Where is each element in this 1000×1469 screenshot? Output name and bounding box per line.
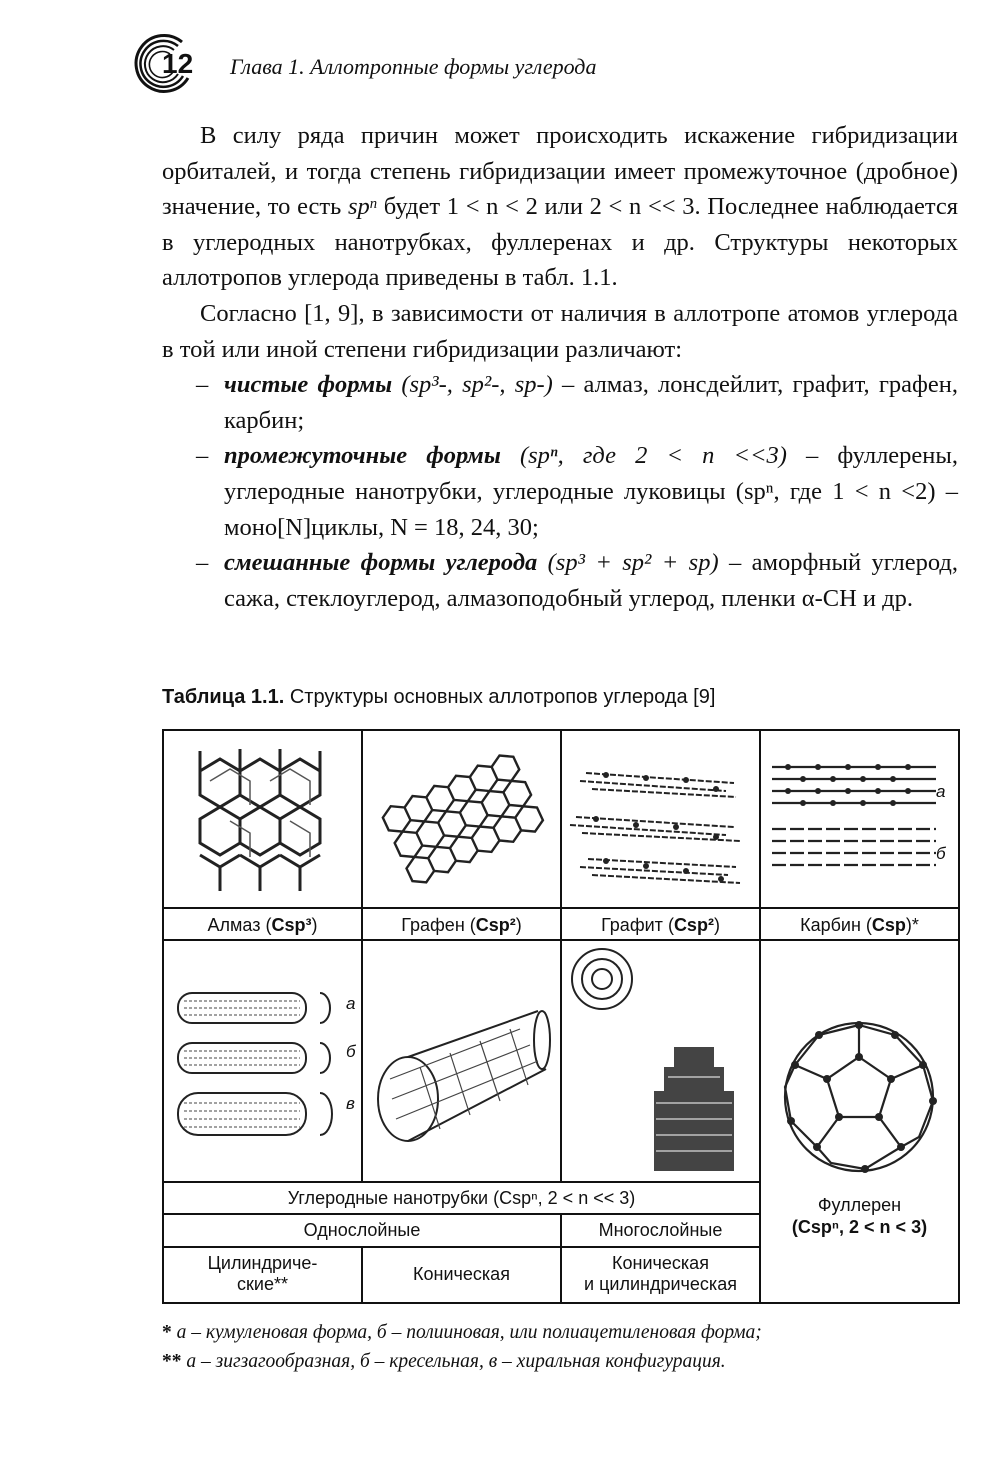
conical-label: Коническая: [413, 1264, 510, 1284]
fullerene-name: Фуллерен: [817, 1195, 902, 1215]
tube-mark-a: а: [346, 994, 356, 1013]
chapter-title: Глава 1. Аллотропные формы углерода: [230, 54, 597, 79]
table-caption-number: Таблица 1.1.: [162, 686, 285, 708]
grid-line: [164, 907, 958, 909]
body-text: [162, 118, 958, 616]
graphite-structure-image: [566, 753, 754, 893]
conical-cylindrical-label: Коническая и цилиндрическая: [584, 1253, 737, 1294]
grid-line: [164, 939, 958, 941]
paragraph-1: [162, 118, 958, 296]
list-text: – аморфный углерод, сажа, стеклоуглерод, алмазоподобный углерод, пленки α-CH и др.: [224, 549, 958, 612]
footnotes: [162, 1318, 962, 1376]
list-dash: –: [196, 442, 209, 470]
grid-line: [560, 939, 562, 1183]
conical-nanotube-image: [370, 989, 556, 1149]
list-term: чистые формы: [224, 371, 393, 399]
list-term: смешанные формы углерода: [224, 549, 538, 577]
paragraph-1-part1: В силу ряда причин может происходить искажение гибридизации орбиталей, и тогда степень гибридизации имеет промежуточное (дробное) значение, то есть: [162, 122, 958, 221]
page-header: [128, 32, 958, 102]
nanotubes-label: Углеродные нанотрубки (Cspⁿ, 2 < n << 3): [287, 1188, 636, 1208]
list-term: промежуточные формы: [224, 442, 501, 470]
carbyne-mark-a: а: [936, 782, 946, 801]
list-formula: (sp³-, sp²-, sp-): [392, 371, 563, 399]
allotropes-table: [162, 729, 960, 1304]
footnote-mark: *: [162, 1322, 172, 1343]
list-dash: –: [196, 549, 209, 577]
single-wall-label: Однослойные: [303, 1220, 421, 1240]
graphene-structure-image: [372, 745, 550, 899]
table-caption: [162, 686, 715, 709]
list-formula: (spⁿ, где 2 < n <<3): [500, 442, 807, 470]
carbyne-structure-image: [768, 757, 944, 879]
diamond-label: Алмаз (Csp³): [207, 915, 318, 935]
fullerene-formula: (Cspⁿ, 2 < n < 3): [791, 1217, 928, 1237]
multiwall-nanotube-image: [568, 943, 754, 1177]
list-text: – фуллерены, углеродные нанотрубки, углеродные луковицы (spⁿ, где 1 < n <2) – моно[N]циклы, N = 18, 24, 30;: [224, 442, 958, 541]
carbyne-mark-b: б: [936, 844, 946, 863]
grid-line: [164, 1213, 759, 1215]
tube-mark-b: б: [346, 1042, 356, 1061]
cylindrical-label: Цилиндриче- ские**: [207, 1253, 318, 1294]
paragraph-1-part2: будет 1 < n < 2 или 2 < n << 3. Последнее наблюдается в углеродных нанотрубках, фуллеренах и др. Структуры некоторых аллотропов углерода приведены в табл. 1.1.: [162, 193, 958, 292]
sp-term: sp: [348, 193, 370, 221]
list-formula: (sp³ + sp² + sp): [537, 549, 729, 577]
footnote-text: а – кумуленовая форма, б – полииновая, или полиацетиленовая форма;: [171, 1322, 762, 1343]
grid-line: [164, 1246, 759, 1248]
multi-wall-label: Многослойные: [598, 1220, 723, 1240]
graphene-label: Графен (Csp²): [401, 915, 522, 935]
fullerene-structure-image: [779, 1017, 939, 1177]
graphite-label: Графит (Csp²): [601, 915, 720, 935]
footnote-text: а – зигзагообразная, б – кресельная, в – хиральная конфигурация.: [181, 1351, 726, 1372]
grid-line: [164, 1181, 759, 1183]
list-item: [162, 367, 958, 438]
page-number: 12: [162, 48, 194, 79]
list-item: [162, 438, 958, 545]
diamond-structure-image: [180, 741, 345, 899]
table-caption-text: Структуры основных аллотропов углерода [9]: [284, 686, 716, 708]
footnote-2: [162, 1347, 962, 1376]
forms-list: [162, 367, 958, 616]
carbyne-label: Карбин (Csp)*: [800, 915, 919, 935]
paragraph-2: Согласно [1, 9], в зависимости от наличия в аллотропе атомов углерода в той или иной степени гибридизации различают:: [162, 299, 958, 363]
grid-line: [361, 939, 363, 1183]
list-item: [162, 545, 958, 616]
footnote-1: [162, 1318, 962, 1347]
list-text: – алмаз, лонсдейлит, графит, графен, карбин;: [224, 371, 958, 434]
sp-superscript: n: [369, 195, 378, 212]
list-dash: –: [196, 371, 209, 399]
tube-mark-c: в: [346, 1094, 355, 1113]
nanotube-types-image: [170, 985, 350, 1145]
footnote-mark: **: [162, 1351, 182, 1372]
